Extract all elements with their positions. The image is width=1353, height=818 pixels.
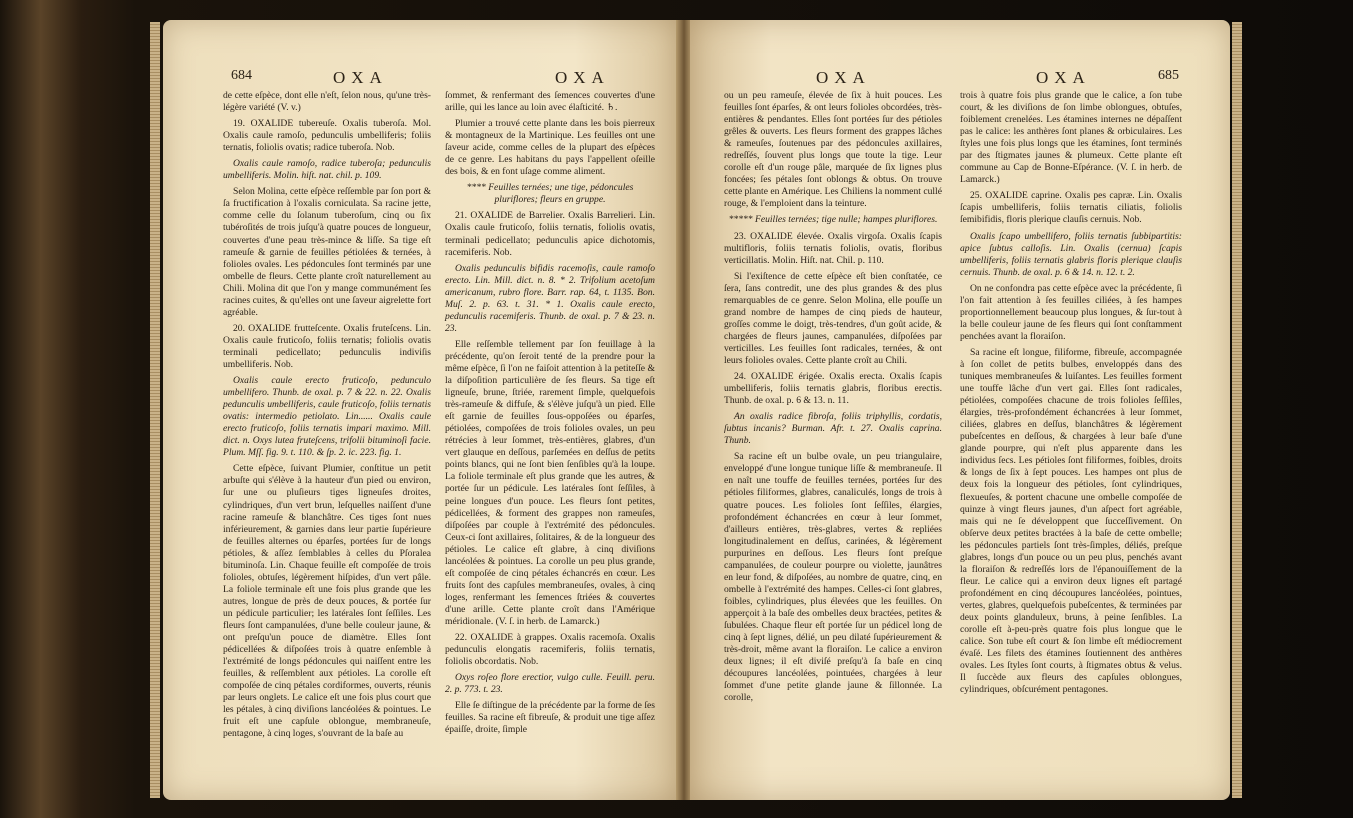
paragraph: trois à quatre fois plus grande que le calice, a ſon tube court, & les diviſions de ſon limbe oblongues, obtuſes, foiblement crenelées. Les étamines internes ne dépaſſent pas le calice: les anthères ſont planes & orbiculaires. Les ſtyles une fois plus longs que les étamines, ſont terminés par des ſtigmates jaunes & plumeux. Cette plante eſt commune au Cap de Bonne-Eſpérance. (V. ſ. in herb. de Lamarck.) (960, 90, 1182, 186)
left-column-2 (445, 90, 655, 740)
paragraph: Sa racine eſt un bulbe ovale, un peu triangulaire, enveloppé d'une longue tunique liſſe & membraneuſe. Il en naît une touffe de feuilles ternées, portées ſur des pétioles filiformes, glabres, canaliculés, longs de trois à quatre pouces. Les folioles ſont ſeſſiles, élargies, profondément échancrées en cœur à leur ſommet, d'ailleurs entières, très-glabres, vertes & repliées longitudinalement en deſſus, carinées, & légèrement purpurines en deſſous. Les fleurs ſont preſque campanulées, de couleur pourpre ou violette, jaunâtres en leur fond, & diſpoſées, au nombre de quatre, cinq, en ombelle à l'extrémité des hampes. Celles-ci ſont glabres, foibles, cylindriques, plus élevées que les feuilles. On apperçoit à la baſe des ombelles deux bractées, petites & ſubulées. Chaque fleur eſt portée ſur un pédicel long de cinq à ſept lignes, délié, un peu dilaté ſupérieurement & très-droit, même avant la floraiſon. Le calice a environ deux lignes; il eſt diviſé preſqu'à ſa baſe en cinq découpures lancéolées, pointuées, chargées à leur ſommet d'une petite glande jaune & ſillonnée. La corolle, (724, 451, 942, 704)
paragraph: An oxalis radice fibroſa, foliis triphyllis, cordatis, ſubtus incanis? Burman. Afr. t. 27. Oxalis caprina. Thunb. (724, 411, 942, 447)
paragraph: 20. OXALIDE frutteſcente. Oxalis fruteſcens. Lin. Oxalis caule fruticoſo, foliis ternatis; foliolis ovatis terminali pedicellato; pedunculis indiviſis umbelliferis. Nob. (223, 322, 431, 370)
right-page (690, 20, 1230, 800)
paragraph: Sa racine eſt longue, filiforme, fibreuſe, accompagnée à ſon collet de petits bulbes, enveloppés dans des tuniques membraneuſes & luiſantes. Les feuilles forment une touffe lâche d'un vert gai. Elles ſont radicales, pétiolées, compoſées chacune de trois folioles ſeſſiles, élargies, très-profondément échancrées à leur ſommet, ciliées, glabres en deſſus, blanchâtres & légèrement pubeſcentes en deſſous, & chargées à leur baſe d'une glande pourpre, qui n'eſt plus apparente dans les individus ſecs. Les pétioles ſont filiformes, foibles, droits & longs de ſix à ſept pouces. Les hampes ont plus de deux fois la longueur des pétioles, ſont cylindriques, flexueuſes, & portent chacune une ombelle compoſée de quinze à vingt fleurs jaunes, d'un aſpect fort agréable, mais qui ne ſe développent que ſucceſſivement. On obſerve deux petites bractées à la baſe de cette ombelle; les pédoncules partiels ſont très-ſimples, déliés, preſque glabres, longs d'un pouce ou un peu plus, penchés avant la floraiſon & redreſſés lors de l'épanouiſſement de la fleur. Le calice qui a environ deux lignes eſt partagé profondément en cinq découpures lancéolées, pointues, vertes, glabres, quelquefois pubeſcentes, & terminées par deux points glanduleux, bruns, à peine ſenſibles. La corolle eſt à-peu-près quatre fois plus longue que le calice. Son tube eſt court & ſon limbe eſt médiocrement évaſé. Les filets des étamines ſoutiennent des anthères ovales. Les ſtyles ſont courts, à ſtigmates obtus & velus. Il ſuccède aux fleurs des capſules oblongues, cylindriques, obſcurément pentagones. (960, 346, 1182, 696)
running-head-right-1: OXA (816, 68, 871, 87)
paragraph: Oxalis caule ramoſo, radice tuberoſa; pedunculis umbelliferis. Molin. hiſt. nat. chil. p. 109. (223, 158, 431, 182)
section-heading: ***** Feuilles ternées; tige nulle; hampes pluriflores. (728, 214, 938, 226)
paragraph: 21. OXALIDE de Barrelier. Oxalis Barrelieri. Lin. Oxalis caule fruticoſo, foliis ternatis, foliolis ovatis, terminali pedicellato; pedunculis apice dichotomis, racemiferis. Nob. (445, 210, 655, 258)
paragraph: de cette eſpèce, dont elle n'eſt, ſelon nous, qu'une très-légère variété (V. v.) (223, 90, 431, 114)
paragraph: 22. OXALIDE à grappes. Oxalis racemoſa. Oxalis pedunculis elongatis racemiferis, foliis ternatis, foliolis obcordatis. Nob. (445, 632, 655, 668)
paragraph: Oxalis pedunculis bifidis racemoſis, caule ramoſo erecto. Lin. Mill. dict. n. 8. * 2. Trifolium acetoſum americanum, rubro flore. Barr. rap. 64, t. 1135. Bon. Muſ. 2. p. 63. t. 31. * 1. Oxalis caule erecto, pedunculis racemiferis. Thunb. de oxal. p. 7 & 23. n. 23. (445, 262, 655, 334)
paragraph: 24. OXALIDE érigée. Oxalis erecta. Oxalis ſcapis umbelliferis, foliis ternatis glabris, floribus erectis. Thunb. de oxal. p. 6 & 13. n. 11. (724, 371, 942, 407)
running-head-left-1: OXA (333, 68, 388, 87)
section-heading: **** Feuilles ternées; une tige, pédoncules pluriflores; fleurs en gruppe. (466, 182, 634, 206)
paragraph: Elle ſe diſtingue de la précédente par la forme de ſes feuilles. Sa racine eſt fibreuſe, & produit une tige aſſez épaiſſe, droite, ſimple (445, 700, 655, 736)
running-head-left-2: OXA (555, 68, 610, 87)
paragraph: 23. OXALIDE élevée. Oxalis virgoſa. Oxalis ſcapis multifloris, foliis ternatis foliolis, ovatis, floribus verticillatis. Molin. Hiſt. nat. Chil. p. 110. (724, 230, 942, 266)
paragraph: Plumier a trouvé cette plante dans les bois pierreux & montagneux de la Martinique. Les feuilles ont une ſaveur acide, comme celles de la plupart des eſpèces de ce genre. Les habitans du pays l'appellent oſeille des bois, & en font uſage comme aliment. (445, 118, 655, 178)
right-column-2 (960, 90, 1182, 700)
paragraph: ou un peu rameuſe, élevée de ſix à huit pouces. Les feuilles ſont éparſes, & ont leurs folioles obcordées, très-entières & pendantes. Elles ſont portées ſur des pétioles grêles & ouverts. Les fleurs forment des grappes lâches & rameuſes, ſoutenues par des pédoncules axillaires, redreſſés, ſouvent plus longs que toute la tige. Leur corolle eſt d'un rouge pâle, marquée de ſix lignes plus foncées; ſes pétales ſont oblongs & obtus. On trouve cette plante en Amérique. Les Chiliens la nomment cullé rouge, & l'emploient dans la teinture. (724, 90, 942, 210)
left-page (163, 20, 678, 800)
right-page-edges (1232, 22, 1242, 798)
paragraph: Oxalis caule erecto fruticoſo, pedunculo umbellifero. Thunb. de oxal. p. 7 & 22. n. 22. Oxalis pedunculis umbelliferis, caule fruticoſo, foliis ternatis ovatis: intermedio petiolato. Lin...... Oxalis caule erecto fruticoſo, foliis ternatis impari maximo. Mill. dict. n. Oxys lutea fruteſcens, trifolii bituminoſi facie. Plum. Mſſ. fig. 9. t. 110. & ſp. 2. ic. 223. fig. 1. (223, 375, 431, 459)
page-number-right: 685 (1158, 68, 1179, 83)
left-column-1 (223, 90, 431, 744)
paragraph: Elle reſſemble tellement par ſon feuillage à la précédente, qu'on ſeroit tenté de la prendre pour la même eſpèce, ſi l'on ne faiſoit attention à la petiteſſe & la diſpoſition particulière de ſes fleurs. Sa tige eſt ligneuſe, brune, ſtriée, rarement ſimple, quelquefois très-rameuſe & diffuſe, & s'élève juſqu'à un pied. Elle eſt garnie de feuilles ſous-oppoſées ou éparſes, pétiolées, compoſées de trois folioles ovales, un peu rétrécies à leur ſommet, très-entières, glabres, d'un vert glauque en deſſous, parſemées en deſſus de petits points blancs, qui ne ſont bien ſenſibles qu'à la loupe. La foliole terminale eſt plus grande que les autres, & portée ſur un pédicule. Les latérales ſont ſeſſiles, à peine longues d'un pouce. Les fleurs ſont petites, pédicellées, & forment des grappes non rameuſes, diſpoſées par couple à l'extrémité des pédoncules. Ceux-ci ſont axillaires, ſolitaires, & de la longueur des pétioles. Le calice eſt glabre, à cinq diviſions lancéolées & pointues. La corolle un peu plus grande, eſt compoſée de cinq pétales échancrés en cœur. Les fruits ſont des capſules membraneuſes, ovales, à cinq loges, renfermant les ſemences ſtriées & couvertes d'une arille. Cette plante croît dans l'Amérique méridionale. (V. ſ. in herb. de Lamarck.) (445, 338, 655, 627)
paragraph: ſommet, & renfermant des ſemences couvertes d'une arille, qui les lance au loin avec élaſticité. ♄. (445, 90, 655, 114)
paragraph: Cette eſpèce, ſuivant Plumier, conſtitue un petit arbuſte qui s'élève à la hauteur d'un pied ou environ, ſur une ou pluſieurs tiges ligneuſes droites, cylindriques, d'un vert brun, leſquelles naiſſent d'une racine rameuſe & blanchâtre. Ces tiges ſont nues inférieurement, & garnies dans leur partie ſupérieure de feuilles alternes ou éparſes, portées ſur de longs pétioles, & aſſez ſemblables à celles du Pſoralea bituminoſa. Lin. Chaque feuille eſt compoſée de trois folioles, obtuſes, légèrement hiſpides, d'un vert pâle. La foliole terminale eſt une fois plus grande que les autres, longue de près de deux pouces, & portée ſur un pédicule particulier; les latérales ſont ſeſſiles. Les fleurs ſont campanulées, d'une belle couleur jaune, & ont preſqu'un pouce de diamètre. Elles ſont pédicellées & diſpoſées trois à quatre enſemble à l'extrémité de longs pédoncules qui naiſſent entre les feuilles, & reſſemblent aux pétioles. La corolle eſt compoſée de cinq pétales cordiformes, ouverts, réunis par leurs onglets. Le calice eſt une fois plus court que les pétales, à cinq diviſions lancéolées & pointues. Le fruit eſt une capſule oblongue, membraneuſe, pentagone, à cinq loges, s'ouvrant de la baſe au (223, 463, 431, 740)
paragraph: Oxys roſeo flore erectior, vulgo culle. Feuill. peru. 2. p. 773. t. 23. (445, 672, 655, 696)
paragraph: Selon Molina, cette eſpèce reſſemble par ſon port & ſa fructification à l'oxalis corniculata. Sa racine jette, comme celle du ſolanum tuberoſum, cinq ou ſix tubéroſités de trois juſqu'à quatre pouces de longueur, couvertes d'une peau très-mince & liſſe. Sa tige eſt rameuſe & garnie de feuilles pétiolées & ternées, à folioles ovales. Les pédoncules ſont terminés par une ombelle de fleurs. Cette plante croît naturellement au Chili. Molina dit que l'on y mange communément ſes racines cuites, & qu'elles ont une ſaveur aigrelette fort agréable. (223, 186, 431, 318)
paragraph: Si l'exiſtence de cette eſpèce eſt bien conſtatée, ce ſera, ſans contredit, une des plus grandes & des plus remarquables de ce genre. Selon Molina, elle pouſſe un grand nombre de hampes de cinq pieds de hauteur, groſſes comme le doigt, très-tendres, d'un goût acide, & chargées de fleurs jaunes, campanulées, diſpoſées par verticilles. Les feuilles ſont radicales, ternées, & ont leurs folioles ovales. Cette plante croît au Chili. (724, 270, 942, 366)
page-number-left: 684 (231, 68, 252, 83)
paragraph: 25. OXALIDE caprine. Oxalis pes capræ. Lin. Oxalis ſcapis umbelliferis, foliis ternatis ciliatis, foliolis ſemibifidis, floris plerique clauſis cernuis. Nob. (960, 190, 1182, 226)
paragraph: 19. OXALIDE tubereuſe. Oxalis tuberoſa. Mol. Oxalis caule ramoſo, pedunculis umbelliferis; foliis ternatis, foliolis ovatis; radice tuberoſa. Nob. (223, 118, 431, 154)
paragraph: Oxalis ſcapo umbellifero, foliis ternatis ſubbipartitis: apice ſubtus calloſis. Lin. Oxalis (cernua) ſcapis umbelliferis, foliis ternatis glabris floris plerique clauſis cernuis. Thunb. de oxal. p. 6 & 14. n. 12. t. 2. (960, 230, 1182, 278)
left-page-edges (150, 22, 160, 798)
running-head-right-2: OXA (1036, 68, 1091, 87)
right-column-1 (724, 90, 942, 708)
paragraph: On ne confondra pas cette eſpèce avec la précédente, ſi l'on fait attention à ſes feuilles ciliées, à ſes hampes proportionnellement beaucoup plus longues, & ſur-tout à la belle couleur jaune de ſes fleurs qui ſont conſtamment penchées avant la floraiſon. (960, 282, 1182, 342)
